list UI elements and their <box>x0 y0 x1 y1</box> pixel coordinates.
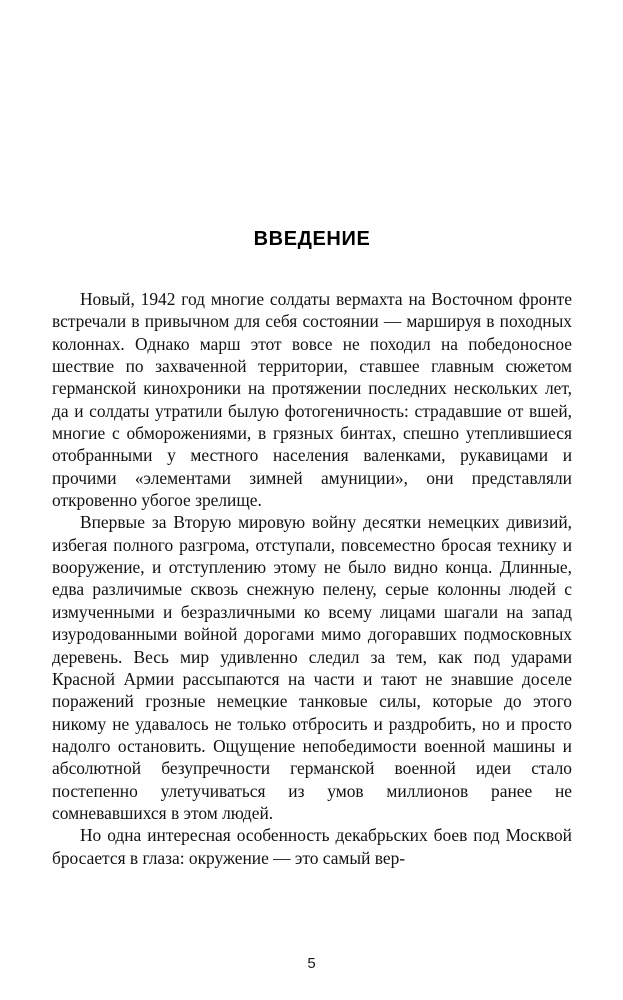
paragraph: Новый, 1942 год многие солдаты вермахта на Восточном фронте встречали в привычном для себя состоянии — маршируя в походных колоннах. Однако марш этот вовсе не походил на победоносное шествие по захваченной территории, ставшее главным сюжетом германской кинохроники на протяжении последних нескольких лет, да и солдаты утратили былую фотогеничность: страдавшие от вшей, многие с обморожениями, в грязных бинтах, спешно утеплившиеся отобранными у местного населения валенками, рукавицами и прочими «элементами зимней амуниции», они представляли откровенно убогое зрелище. <box>52 289 572 511</box>
body-text-block <box>52 288 572 869</box>
paragraph: Впервые за Вторую мировую войну десятки немецких дивизий, избегая полного разгрома, отступали, повсеместно бросая технику и вооружение, и отступлению этому не было видно конца. Длинные, едва различимые сквозь снежную пелену, серые колонны людей с измученными и безразличными ко всему лицами шагали на запад изуродованными войной дорогами мимо догоравших подмосковных деревень. Весь мир удивленно следил за тем, как под ударами Красной Армии рассыпаются на части и тают не знавшие доселе поражений грозные немецкие танковые силы, которые до этого никому не удавалось не только отбросить и раздробить, но и просто надолго остановить. Ощущение непобедимости военной машины и абсолютной безупречности германской военной идеи стало постепенно улетучиваться из умов миллионов ранее не сомневавшихся в этом людей. <box>52 512 572 823</box>
page-number: 5 <box>307 955 316 972</box>
paragraph: Но одна интересная особенность декабрьских боев под Москвой бросается в глаза: окружение — это самый вер- <box>52 825 572 868</box>
page-title: ВВЕДЕНИЕ <box>253 228 371 250</box>
